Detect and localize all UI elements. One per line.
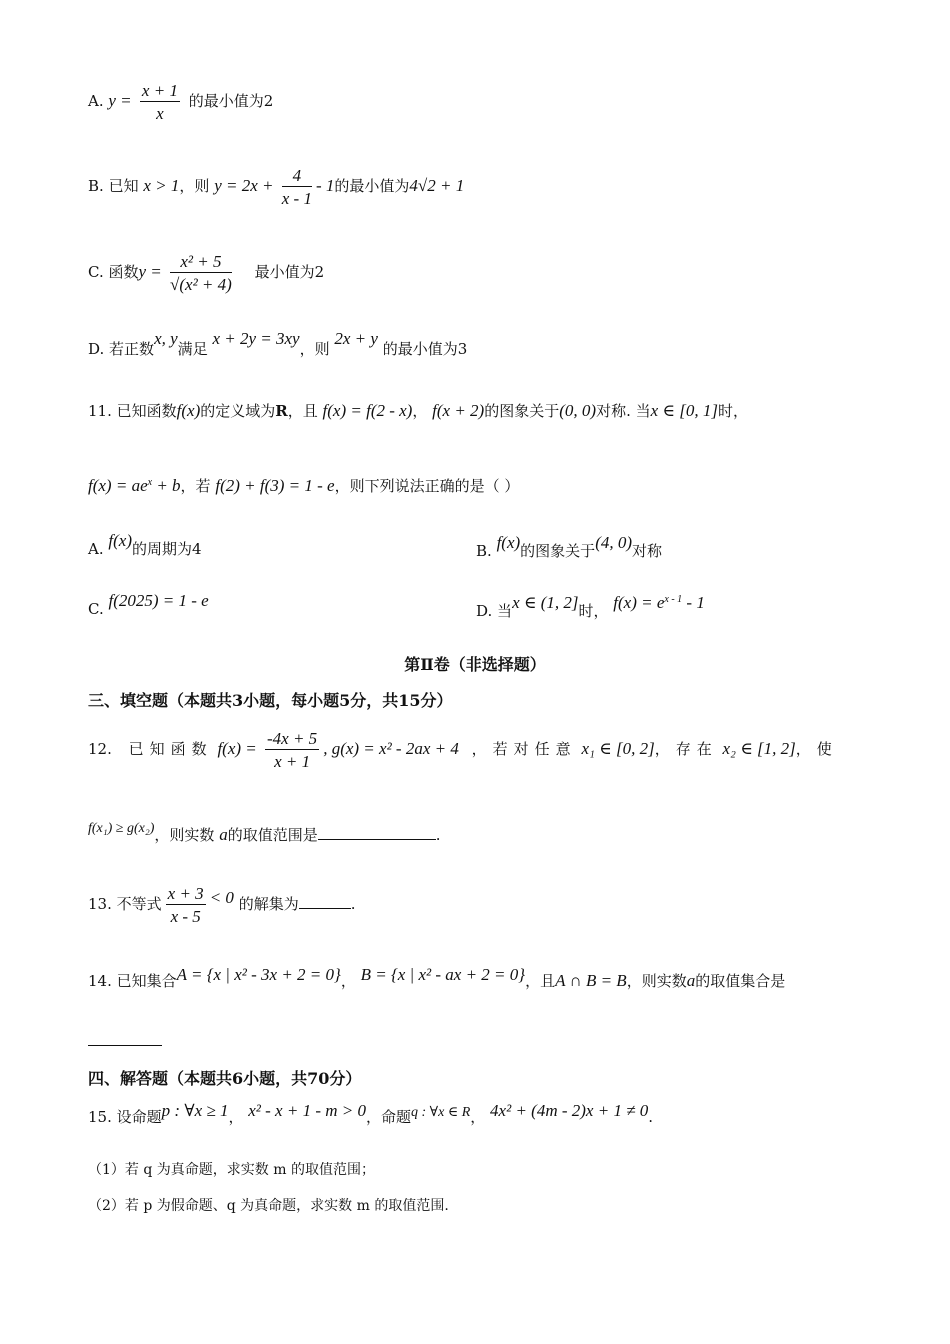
q15-subquestion-1: （1）若 q 为真命题，求实数 m 的取值范围； <box>88 1162 375 1178</box>
q11-option-b: B. f(x)的图象关于(4, 0)对称 <box>476 533 663 560</box>
q14-stem: 14. 已知集合A = {x | x² - 3x + 2 = 0}， B = {x | x² - ax + 2 = 0}，且A ∩ B = B，则实数a的取值集合是 <box>88 965 786 990</box>
q12-stem-line1: 12. 已知函数 f(x) = $\frac{-4x + 5}{x + 1}$ , g(x) = x² - 2ax + 4 ，若对任意 x₁ ∈ [0, 2]，存在 x₂ ∈ [1, 2]，使 <box>88 729 838 771</box>
q11-stem-line1: 11. 已知函数f(x)的定义域为R，且 f(x) = f(2 - x)， f(x + 2)的图象关于(0, 0)对称. 当x ∈ [0, 1]时， <box>88 401 748 420</box>
fraction: $\frac{x + 1}{x}$ <box>141 81 178 123</box>
section4-title: 四、解答题（本题共6小题，共70分） <box>88 1069 362 1088</box>
q10-option-c: C. 函数y = $\frac{\text{x² + 5}}{\text{√(x² + 4)}}$ 最小值为2 <box>88 252 325 294</box>
q11-option-c: C. f(2025) = 1 - e <box>88 591 209 618</box>
q13-stem: 13. 不等式 $\frac{x + 3}{x - 5}$ < 0 的解集为 . <box>88 884 356 926</box>
part2-title: 第Ⅱ卷（非选择题） <box>404 655 546 674</box>
answer-blank[interactable] <box>318 839 436 840</box>
q15-stem: 15. 设命题p : ∀x ≥ 1， x² - x + 1 - m > 0，命题q : ∀x ∈ R， 4x² + (4m - 2)x + 1 ≠ 0. <box>88 1101 654 1126</box>
answer-blank[interactable] <box>299 908 351 909</box>
q10-option-d: D. 若正数x, y满足 x + 2y = 3xy，则 2x + y 的最小值为3 <box>88 329 468 358</box>
fraction: $\frac{\text{x² + 5}}{\text{√(x² + 4)}}$ <box>170 252 232 294</box>
q15-subquestion-2: （2）若 p 为假命题、q 为真命题，求实数 m 的取值范围. <box>88 1198 449 1214</box>
answer-blank[interactable] <box>88 1045 162 1046</box>
section3-title: 三、填空题（本题共3小题，每小题5分，共15分） <box>88 691 453 710</box>
fraction: $\frac{-4x + 5}{x + 1}$ <box>267 729 318 771</box>
q12-stem-line2: f(x₁) ≥ g(x₂)，则实数 a的取值范围是 . <box>88 821 441 844</box>
q10-option-a: A. y = $\frac{x + 1}{x}$ 的最小值为2 <box>88 81 274 123</box>
fraction: $\frac{4}{x - 1}$ <box>281 166 312 208</box>
q11-stem-line2: $f(x) = ae^x + b$，若 f(2) + f(3) = 1 - e，则下列说法正确的是（ ） <box>88 476 520 495</box>
q10-option-b: B. 已知 x > 1，则 y = 2x + $\frac{4}{x - 1}$ - 1的最小值为4√2 + 1 <box>88 166 465 208</box>
q11-option-a: A. f(x)的周期为4 <box>88 531 202 558</box>
q11-option-d: D. 当x ∈ (1, 2]时， $f(x) = e^{x - 1} - 1$ <box>476 593 705 620</box>
fraction: $\frac{x + 3}{x - 5}$ <box>167 884 204 926</box>
